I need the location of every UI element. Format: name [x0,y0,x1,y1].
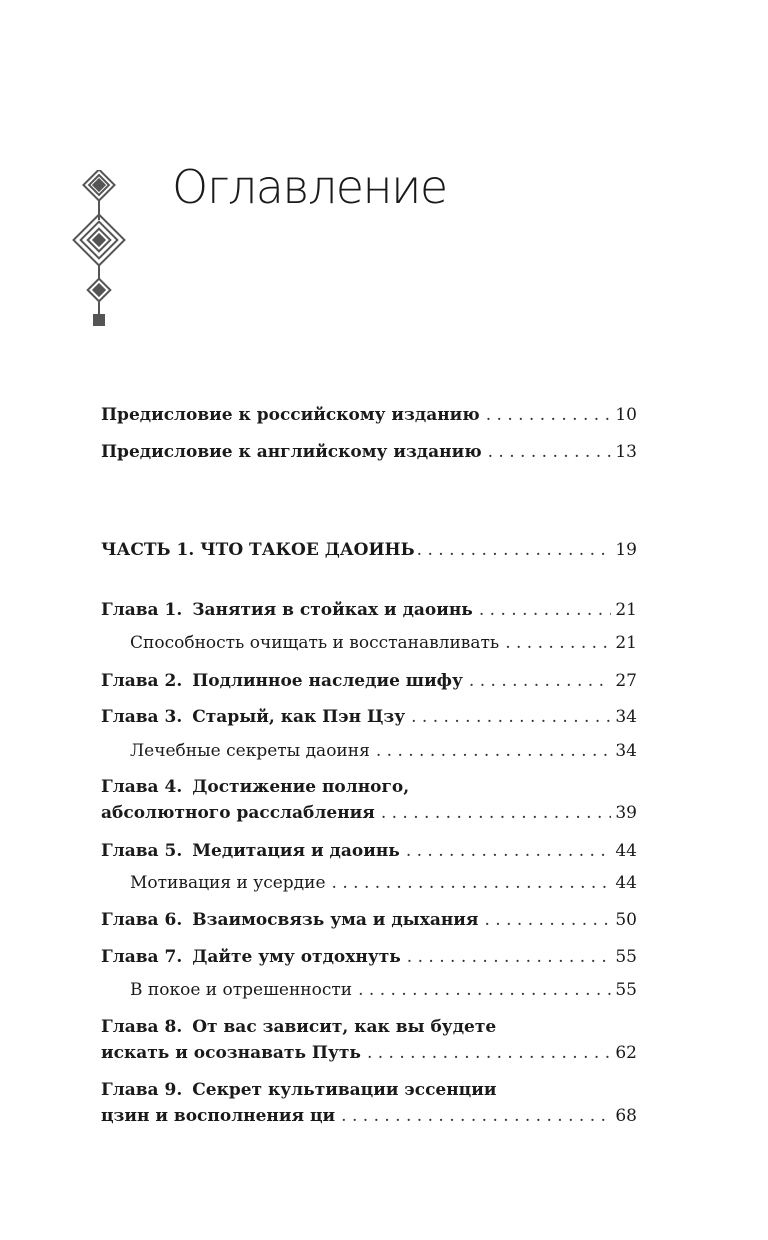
toc-leader [332,872,612,894]
chapter-number: Глава 5. [101,841,183,861]
chapter-number: Глава 9. [101,1080,183,1100]
toc-entry-label: Подлинное наследие шифу [192,671,463,691]
toc-entry-preface-en[interactable] [101,441,637,463]
toc-page-number: 10 [615,405,637,425]
toc-entry-chapter-2[interactable] [101,670,637,692]
toc-page-number: 27 [615,671,637,691]
toc-entry-chapter-1[interactable] [101,599,637,621]
toc-leader [484,909,611,931]
toc-page-number: 44 [615,873,637,893]
toc-leader [406,840,612,862]
toc-entry-label: Секрет культивации эссенции [192,1080,497,1100]
toc-leader [505,632,611,654]
toc-entry-label: абсолютного расслабления [101,803,375,823]
toc-entry-label: искать и осознавать Путь [101,1043,361,1063]
toc-page-number: 50 [615,910,637,930]
toc-entry-label: Медитация и даоинь [192,841,400,861]
toc-entry-label: Предисловие к российскому изданию [101,405,480,425]
toc-page-number: 19 [615,540,637,560]
toc-entry-chapter-8-line-1[interactable] [101,1016,637,1038]
toc-leader [376,740,612,762]
chapter-number: Глава 8. [101,1017,183,1037]
chapter-number: Глава 6. [101,910,183,930]
toc-entry-chapter-4-line-2[interactable] [101,802,637,824]
toc-entry-label: Лечебные секреты даоиня [130,741,370,761]
toc-entry-label: Мотивация и усердие [130,873,326,893]
toc-leader [469,670,611,692]
toc-page-number: 21 [615,600,637,620]
toc-entry-chapter-4-line-1[interactable] [101,776,637,798]
toc-leader [479,599,612,621]
toc-entry-label: Занятия в стойках и даоинь [192,600,473,620]
toc-entry-label: От вас зависит, как вы будете [192,1017,497,1037]
toc-entry-chapter-7[interactable] [101,946,637,968]
toc-entry-part-1[interactable] [101,539,637,561]
toc-subentry-chapter-3[interactable] [130,740,637,762]
toc-page-number: 44 [615,841,637,861]
toc-leader [358,979,611,1001]
toc-entry-label: Достижение полного, [192,777,410,797]
toc-entry-label: Способность очищать и восстанавливать [130,633,500,653]
toc-page-number: 34 [615,707,637,727]
toc-page-number: 62 [615,1043,637,1063]
toc-subentry-chapter-5[interactable] [130,872,637,894]
toc-entry-label: Дайте уму отдохнуть [192,947,401,967]
toc-entry-chapter-3[interactable] [101,706,637,728]
chapter-number: Глава 1. [101,600,183,620]
toc-page-number: 34 [615,741,637,761]
page-title: Оглавление [172,160,447,214]
toc-leader [367,1042,611,1064]
toc-page-number: 13 [615,442,637,462]
toc-leader [417,539,612,561]
chapter-number: Глава 3. [101,707,183,727]
toc-page-number: 55 [615,947,637,967]
toc-entry-chapter-6[interactable] [101,909,637,931]
toc-entry-label: Взаимосвязь ума и дыхания [192,910,479,930]
toc-page-number: 55 [615,980,637,1000]
table-of-contents [101,0,637,1240]
toc-entry-label: В покое и отрешенности [130,980,353,1000]
toc-entry-label: цзин и восполнения ци [101,1106,336,1126]
chapter-number: Глава 4. [101,777,183,797]
toc-page-number: 39 [615,803,637,823]
toc-leader [407,946,612,968]
toc-entry-label: ЧАСТЬ 1. ЧТО ТАКОЕ ДАОИНЬ [101,540,415,560]
toc-leader [488,441,612,463]
toc-subentry-chapter-7[interactable] [130,979,637,1001]
toc-leader [486,404,612,426]
toc-leader [411,706,611,728]
toc-leader [381,802,612,824]
toc-entry-chapter-9-line-1[interactable] [101,1079,637,1101]
toc-entry-label: Предисловие к английскому изданию [101,442,482,462]
chapter-number: Глава 7. [101,947,183,967]
toc-entry-label: Старый, как Пэн Цзу [192,707,406,727]
toc-subentry-chapter-1[interactable] [130,632,637,654]
toc-entry-chapter-8-line-2[interactable] [101,1042,637,1064]
toc-entry-preface-ru[interactable] [101,404,637,426]
chapter-number: Глава 2. [101,671,183,691]
toc-page-number: 68 [615,1106,637,1126]
toc-page-number: 21 [615,633,637,653]
toc-entry-chapter-5[interactable] [101,840,637,862]
toc-leader [341,1105,611,1127]
toc-entry-chapter-9-line-2[interactable] [101,1105,637,1127]
